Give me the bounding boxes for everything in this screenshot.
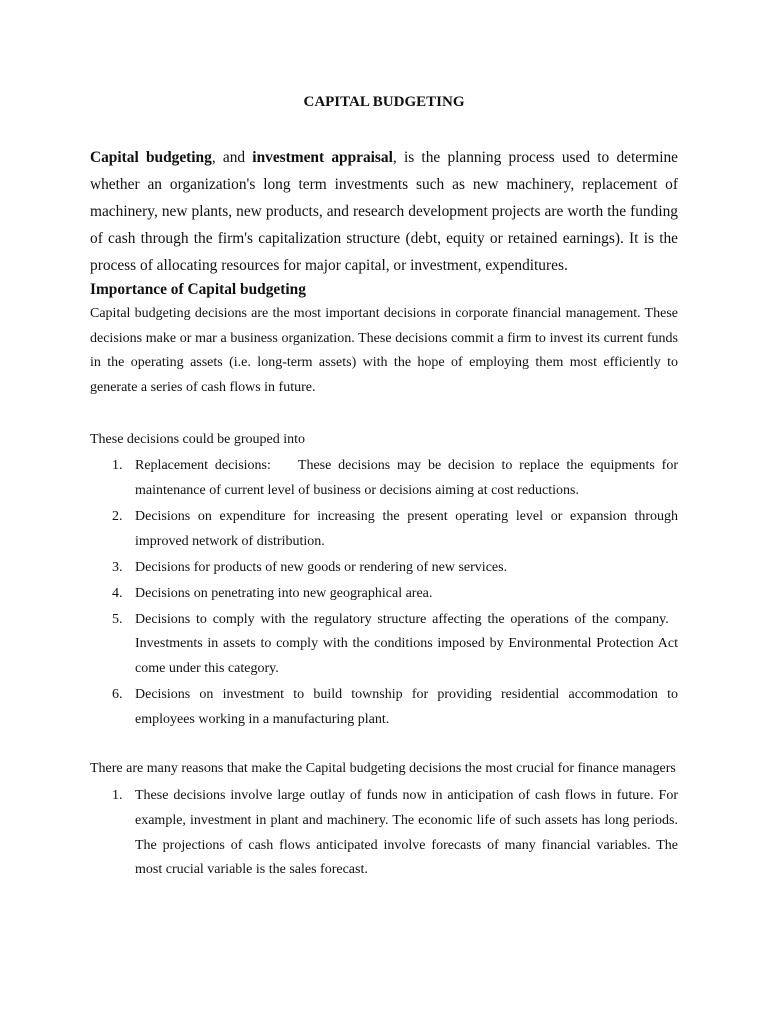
list-text: Decisions for products of new goods or rendering of new services. [135,559,508,575]
list-item [90,582,678,607]
document-title: CAPITAL BUDGETING [303,94,465,110]
list-number: 4. [112,585,123,601]
importance-heading: Importance of Capital budgeting [90,281,306,298]
list-item [90,454,678,504]
list-text: These decisions involve large outlay of funds now in anticipation of cash flows in future. For example, investment in plant and machinery. The economic life of such assets has long periods. The projections of cash flows anticipated involve forecasts of many financial variables. The most crucial variable is the sales forecast. [135,788,678,878]
list-text: Decisions on expenditure for increasing the present operating level or expansion through improved network of distribution. [135,508,678,549]
list-text: Decisions on investment to build township for providing residential accommodation to employees working in a manufacturing plant. [135,687,678,727]
list-number: 1. [112,458,123,473]
reasons-intro: There are many reasons that make the Capital budgeting decisions the most crucial for finance managers [90,761,676,776]
list-item [90,556,678,581]
list-text: Decisions on penetrating into new geographical area. [135,585,433,601]
list-number: 3. [112,559,123,575]
list-number: 6. [112,687,123,703]
list-item [90,505,678,555]
intro-body: , is the planning process used to determine whether an organization's long term investments such as new machinery, replacement of machinery, new plants, new products, and research development projects are worth the funding of cash through the firm's capitalization structure (debt, equity or retained earnings). It is the process of allocating resources for major capital, or investment, expenditures. [90,149,678,274]
grouped-intro: These decisions could be grouped into [90,432,306,447]
importance-paragraph: Capital budgeting decisions are the most important decisions in corporate financial management. These decisions make or mar a business organization. These decisions commit a firm to invest its current funds in the operating assets (i.e. long-term assets) with the hope of employing them most efficiently to generate a series of cash flows in future. [90,306,678,396]
intro-separator: , and [211,149,253,166]
list-number: 2. [112,508,123,524]
term-investment-appraisal: investment appraisal [252,149,393,166]
list-item [90,608,678,682]
list-number: 5. [112,611,123,627]
reasons-list [90,784,678,884]
list-number: 1. [112,788,123,803]
intro-paragraph [90,144,678,279]
grouped-list [90,454,678,734]
list-item [90,683,678,733]
list-text: Replacement decisions: These decisions may be decision to replace the equipments for maintenance of current level of business or decisions aiming at cost reductions. [135,458,678,498]
list-item [90,784,678,883]
list-text: Decisions to comply with the regulatory structure affecting the operations of the company. Investments in assets to comply with the conditions imposed by Environmental Protection Act come under this category. [135,611,678,677]
term-capital-budgeting: Capital budgeting [90,149,212,166]
